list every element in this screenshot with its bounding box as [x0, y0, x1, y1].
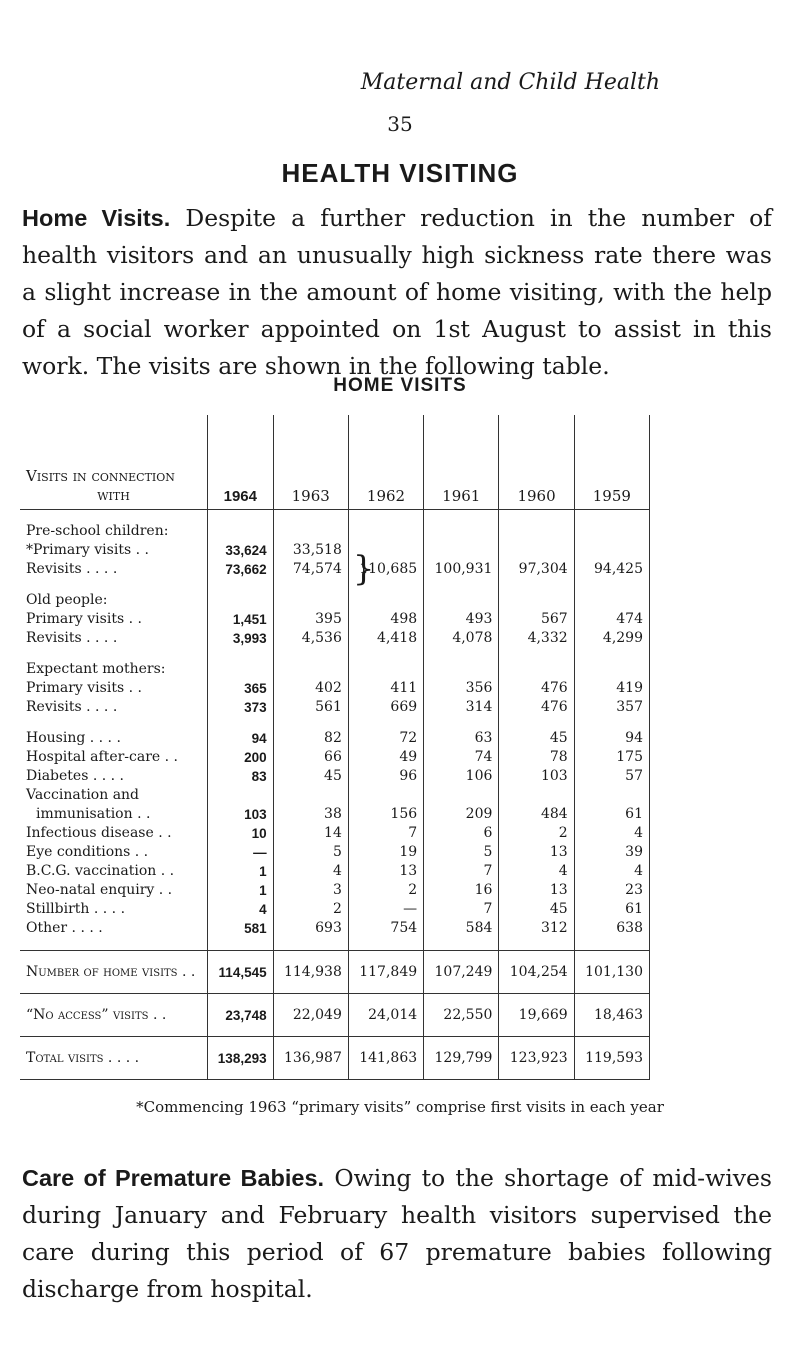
cell: 136,987	[273, 1037, 348, 1080]
cell: 82	[273, 729, 348, 748]
cell: 395	[273, 610, 348, 629]
cell: 4,536	[273, 629, 348, 648]
cell: 141,863	[348, 1037, 423, 1080]
cell: 2	[348, 881, 423, 900]
table-title: HOME VISITS	[333, 375, 467, 396]
row-label: Number of home visits . .	[20, 951, 208, 994]
row-label: Primary visits . .	[20, 679, 208, 698]
cell: 312	[499, 919, 574, 938]
year-header: 1962	[348, 415, 423, 510]
label-header-line1: Visits in connection	[26, 467, 175, 485]
home-visits-table	[20, 415, 650, 1080]
cell: 114,938	[273, 951, 348, 994]
cell: 493	[424, 610, 499, 629]
cell: 114,545	[208, 951, 274, 994]
table-row	[20, 629, 650, 648]
row-label: Stillbirth . . . .	[20, 900, 208, 919]
table-row	[20, 610, 650, 629]
group-row	[20, 522, 650, 541]
cell: 419	[574, 679, 649, 698]
year-header: 1961	[424, 415, 499, 510]
total-row	[20, 1037, 650, 1080]
cell: 104,254	[499, 951, 574, 994]
cell: 498	[348, 610, 423, 629]
row-label: Primary visits . .	[20, 610, 208, 629]
cell: 33,518	[273, 541, 348, 560]
cell: 669	[348, 698, 423, 717]
cell: 476	[499, 698, 574, 717]
home-visits-heading: Home Visits.	[22, 205, 171, 231]
cell: 693	[273, 919, 348, 938]
cell: 16	[424, 881, 499, 900]
cell: 209	[424, 805, 499, 824]
combined-cell	[348, 549, 423, 589]
cell: 117,849	[348, 951, 423, 994]
cell: 66	[273, 748, 348, 767]
row-label: Other . . . .	[20, 919, 208, 938]
cell: 638	[574, 919, 649, 938]
home-visits-paragraph	[22, 200, 772, 385]
cell: 484	[499, 805, 574, 824]
cell: 7	[348, 824, 423, 843]
year-header: 1959	[574, 415, 649, 510]
cell: 94	[574, 729, 649, 748]
cell: 10	[208, 824, 274, 843]
cell: 4,418	[348, 629, 423, 648]
group-row	[20, 591, 650, 610]
cell: 584	[424, 919, 499, 938]
row-label: Revisits . . . .	[20, 560, 208, 579]
cell: 23	[574, 881, 649, 900]
cell: 357	[574, 698, 649, 717]
table-row	[20, 748, 650, 767]
page-number: 35	[387, 112, 413, 136]
row-label: Eye conditions . .	[20, 843, 208, 862]
cell: 74	[424, 748, 499, 767]
cell: 83	[208, 767, 274, 786]
cell: 23,748	[208, 994, 274, 1037]
label-column-header	[20, 415, 208, 510]
cell: 73,662	[208, 560, 274, 579]
cell: 476	[499, 679, 574, 698]
cell: 4,299	[574, 629, 649, 648]
cell: —	[348, 900, 423, 919]
total-row	[20, 994, 650, 1037]
cell: 4,332	[499, 629, 574, 648]
group-label: Expectant mothers:	[20, 660, 208, 679]
cell: 1	[208, 862, 274, 881]
cell: 39	[574, 843, 649, 862]
cell: 45	[273, 767, 348, 786]
cell: 6	[424, 824, 499, 843]
cell: 19	[348, 843, 423, 862]
cell: 175	[574, 748, 649, 767]
cell: 4	[273, 862, 348, 881]
cell: 156	[348, 805, 423, 824]
year-header: 1964	[208, 415, 274, 510]
cell: 200	[208, 748, 274, 767]
cell: 61	[574, 900, 649, 919]
cell: 474	[574, 610, 649, 629]
table-row	[20, 919, 650, 938]
cell: 100,931	[424, 560, 499, 579]
cell: 13	[499, 843, 574, 862]
cell: 78	[499, 748, 574, 767]
premature-text: Owing to the shortage of mid-wives during January and February health visitors supervised the care during this period of 67 premature babies following discharge from hospital.	[22, 1164, 772, 1303]
cell: 5	[424, 843, 499, 862]
row-label: Housing . . . .	[20, 729, 208, 748]
cell: 4	[208, 900, 274, 919]
cell: 96	[348, 767, 423, 786]
cell: 94	[208, 729, 274, 748]
home-visits-text: Despite a further reduction in the number of health visitors and an unusually high sickness rate there was a slight increase in the amount of home visiting, with the help of a social worker appointed on 1st August to assist in this work. The visits are shown in the following table.	[22, 204, 772, 380]
year-header: 1963	[273, 415, 348, 510]
row-label: Infectious disease . .	[20, 824, 208, 843]
cell: 356	[424, 679, 499, 698]
row-label: *Primary visits . .	[20, 541, 208, 560]
cell: —	[208, 843, 274, 862]
cell: 1	[208, 881, 274, 900]
row-label: Neo-natal enquiry . .	[20, 881, 208, 900]
cell: 103	[208, 805, 274, 824]
cell: 38	[273, 805, 348, 824]
cell: 411	[348, 679, 423, 698]
table-row	[20, 881, 650, 900]
cell: 138,293	[208, 1037, 274, 1080]
running-head: Maternal and Child Health	[360, 70, 660, 95]
cell: 19,669	[499, 994, 574, 1037]
table-row	[20, 843, 650, 862]
cell: 567	[499, 610, 574, 629]
group-label: Pre-school children:	[20, 522, 208, 541]
cell: 33,624	[208, 541, 274, 560]
cell: 402	[273, 679, 348, 698]
row-label: Diabetes . . . .	[20, 767, 208, 786]
cell: 365	[208, 679, 274, 698]
cell: 94,425	[574, 560, 649, 579]
cell: 74,574	[273, 560, 348, 579]
label-header-line2: with	[97, 486, 130, 504]
cell: 107,249	[424, 951, 499, 994]
cell: 373	[208, 698, 274, 717]
cell: 97,304	[499, 560, 574, 579]
cell: 754	[348, 919, 423, 938]
cell: 119,593	[574, 1037, 649, 1080]
cell: 106	[424, 767, 499, 786]
group-label: Old people:	[20, 591, 208, 610]
cell: 7	[424, 862, 499, 881]
table-row	[20, 767, 650, 786]
cell: 22,049	[273, 994, 348, 1037]
cell: 45	[499, 900, 574, 919]
cell: 2	[499, 824, 574, 843]
cell: 2	[273, 900, 348, 919]
section-title: HEALTH VISITING	[281, 158, 519, 188]
table-row	[20, 786, 650, 805]
cell: 4,078	[424, 629, 499, 648]
cell: 129,799	[424, 1037, 499, 1080]
row-label: Hospital after-care . .	[20, 748, 208, 767]
brace-icon: }	[352, 549, 375, 589]
row-label: Revisits . . . .	[20, 629, 208, 648]
cell: 57	[574, 767, 649, 786]
table-row	[20, 729, 650, 748]
table-row	[20, 698, 650, 717]
row-label: Revisits . . . .	[20, 698, 208, 717]
table-row	[20, 679, 650, 698]
cell: 314	[424, 698, 499, 717]
year-header: 1960	[499, 415, 574, 510]
cell: 18,463	[574, 994, 649, 1037]
cell: 5	[273, 843, 348, 862]
cell: 4	[574, 862, 649, 881]
cell: 13	[348, 862, 423, 881]
cell: 13	[499, 881, 574, 900]
table-header-row	[20, 415, 650, 510]
cell: 45	[499, 729, 574, 748]
cell: 1,451	[208, 610, 274, 629]
table-row	[20, 900, 650, 919]
cell: 3	[273, 881, 348, 900]
cell: 63	[424, 729, 499, 748]
cell: 24,014	[348, 994, 423, 1037]
cell: 7	[424, 900, 499, 919]
cell: 14	[273, 824, 348, 843]
row-label: Vaccination and	[20, 786, 208, 805]
cell: 101,130	[574, 951, 649, 994]
group-row	[20, 660, 650, 679]
cell: 49	[348, 748, 423, 767]
table-row	[20, 805, 650, 824]
cell: 103	[499, 767, 574, 786]
cell: 561	[273, 698, 348, 717]
cell: 581	[208, 919, 274, 938]
cell: 22,550	[424, 994, 499, 1037]
row-label: Total visits . . . .	[20, 1037, 208, 1080]
table-row	[20, 560, 650, 579]
cell: 4	[499, 862, 574, 881]
cell: 110,685	[359, 561, 418, 577]
row-label: “No access” visits . .	[20, 994, 208, 1037]
cell: 4	[574, 824, 649, 843]
cell: 3,993	[208, 629, 274, 648]
table-footnote: *Commencing 1963 “primary visits” comprise first visits in each year	[136, 1098, 664, 1116]
table-row	[20, 862, 650, 881]
cell: 61	[574, 805, 649, 824]
table-row	[20, 541, 650, 560]
cell: 72	[348, 729, 423, 748]
premature-heading: Care of Premature Babies.	[22, 1165, 325, 1191]
table-row	[20, 824, 650, 843]
cell: 123,923	[499, 1037, 574, 1080]
row-label: immunisation . .	[20, 805, 208, 824]
row-label: B.C.G. vaccination . .	[20, 862, 208, 881]
premature-paragraph	[22, 1160, 772, 1308]
total-row	[20, 951, 650, 994]
